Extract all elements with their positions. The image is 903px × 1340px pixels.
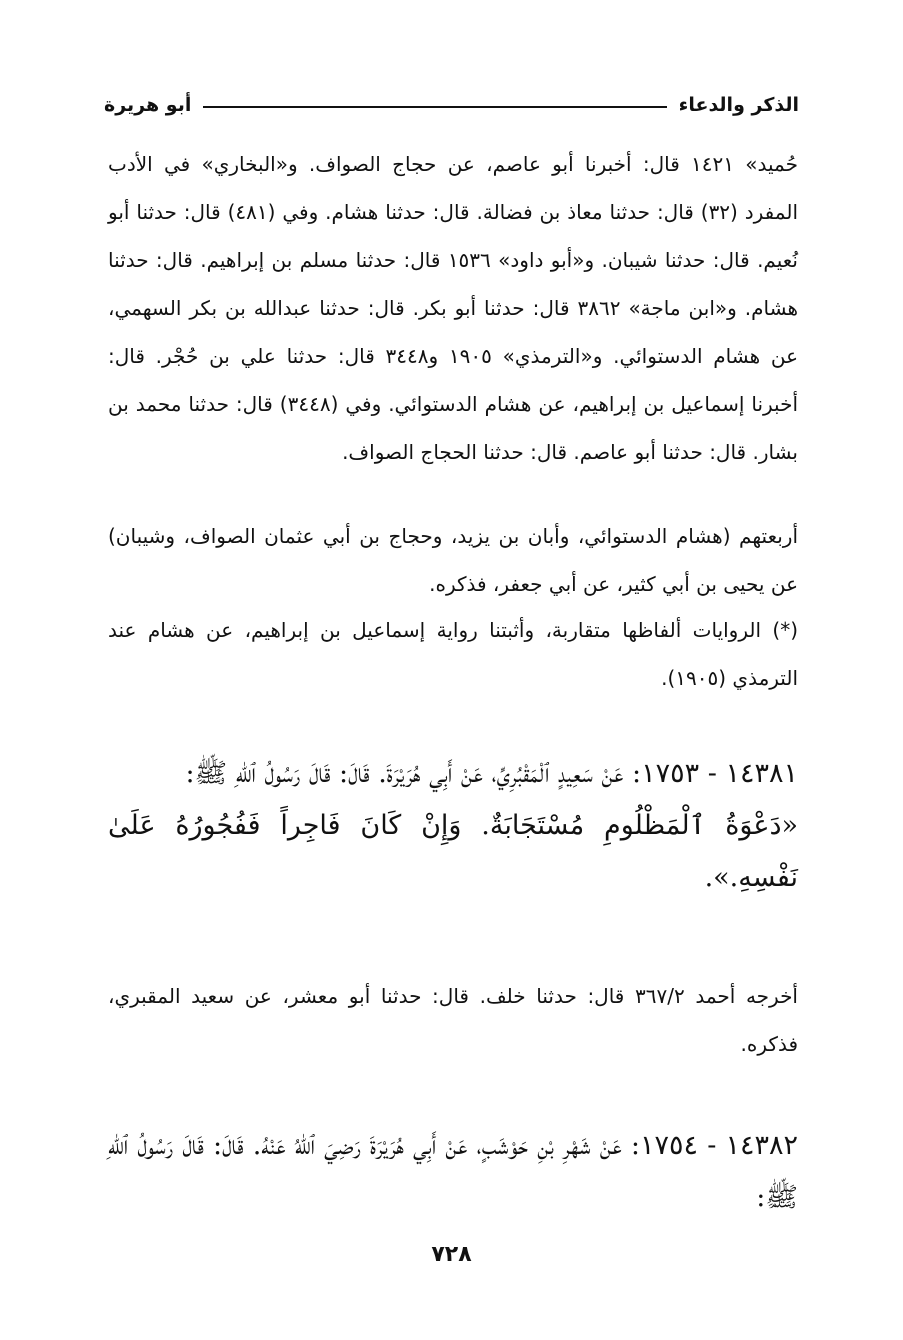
- takhrij-paragraph: [108, 140, 798, 476]
- variant-note-text: (*) الروايات ألفاظها متقاربة، وأثبتنا رواية إسماعيل بن إبراهيم، عن هشام عند الترمذي (١٩٠٥).: [108, 618, 798, 690]
- hadith-14381-isnad: ١٤٣٨١ - ١٧٥٣: عَنْ سَعِيدٍ ٱلْمَقْبُرِيِّ، عَنْ أَبِي هُرَيْرَةَ. قَالَ: قَالَ رَسُولُ ٱللهِ ﷺ:: [185, 758, 798, 789]
- narrator-title: أبو هريرة: [104, 94, 192, 116]
- hadith-14381-matn: «دَعْوَةُ ٱلْمَظْلُومِ مُسْتَجَابَةٌ. وَإِنْ كَانَ فَاجِراً فَفُجُورُهُ عَلَىٰ نَفْسِهِ.».: [108, 810, 798, 893]
- hadith-14381-takhrij-text: أخرجه أحمد ٣٦٧/٢ قال: حدثنا خلف. قال: حدثنا أبو معشر، عن سعيد المقبري، فذكره.: [108, 984, 798, 1056]
- variant-note-paragraph: [108, 606, 798, 702]
- page-number: ٧٢٨: [431, 1242, 472, 1267]
- summary-paragraph: [108, 512, 798, 608]
- takhrij-text: حُميد» ١٤٢١ قال: أخبرنا أبو عاصم، عن حجاج الصواف. و«البخاري» في الأدب المفرد (٣٢) قال: حدثنا معاذ بن فضالة. قال: حدثنا هشام. وفي (٤٨١) قال: حدثنا أبو نُعيم. قال: حدثنا شيبان. و«أبو داود» ١٥٣٦ قال: حدثنا مسلم بن إبراهيم. قال: حدثنا هشام. و«ابن ماجة» ٣٨٦٢ قال: حدثنا أبو بكر. قال: حدثنا عبدالله بن بكر السهمي، عن هشام الدستوائي. و«الترمذي» ١٩٠٥ و٣٤٤٨ قال: حدثنا علي بن حُجْر. قال: أخبرنا إسماعيل بن إبراهيم، عن هشام الدستوائي. وفي (٣٤٤٨) قال: حدثنا محمد بن بشار. قال: حدثنا أبو عاصم. قال: حدثنا الحجاج الصواف.: [108, 152, 799, 464]
- hadith-14382: [108, 1120, 798, 1224]
- hadith-14381-takhrij: [108, 972, 798, 1068]
- header-rule: [203, 106, 666, 108]
- chapter-title: الذكر والدعاء: [678, 94, 799, 116]
- running-header: [104, 88, 799, 122]
- summary-text: أربعتهم (هشام الدستوائي، وأبان بن يزيد، وحجاج بن أبي عثمان الصواف، وشيبان) عن يحيى بن أبي كثير، عن أبي جعفر، فذكره.: [108, 524, 798, 596]
- hadith-14382-isnad: ١٤٣٨٢ - ١٧٥٤: عَنْ شَهْرِ بْنِ حَوْشَبٍ، عَنْ أَبِي هُرَيْرَةَ رَضِيَ ٱللهُ عَنْهُ. قَالَ: قَالَ رَسُولُ ٱللهِ ﷺ:: [108, 1130, 799, 1213]
- hadith-14381: [108, 748, 798, 904]
